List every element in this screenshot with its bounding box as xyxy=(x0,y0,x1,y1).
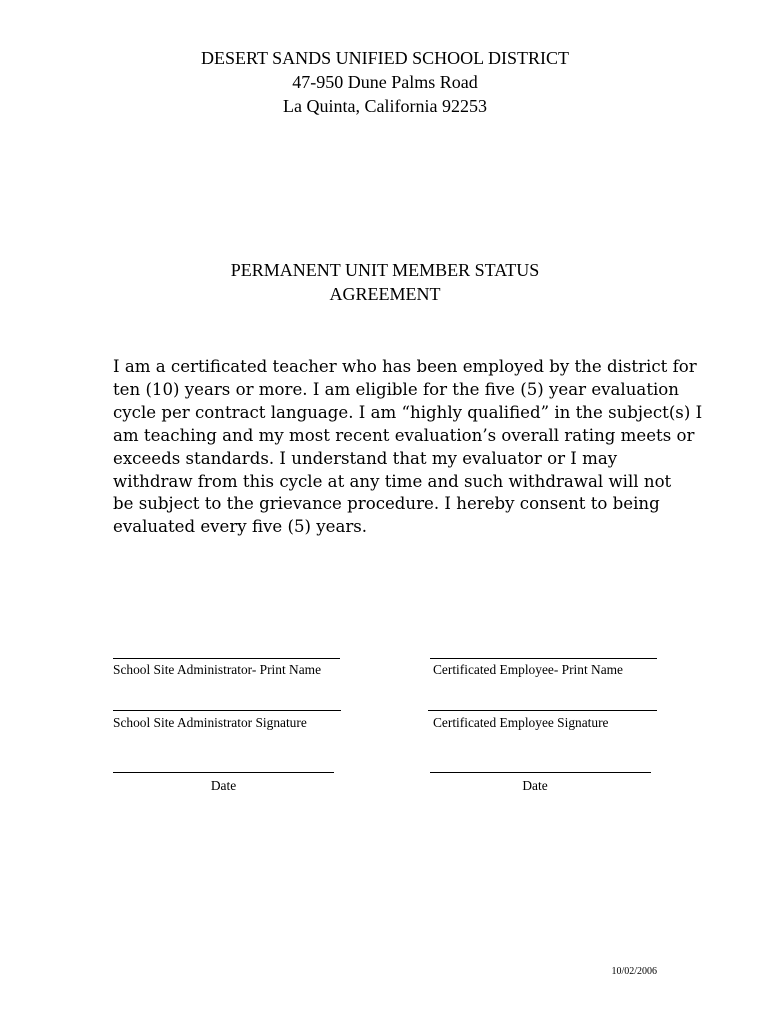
admin-signature-label: School Site Administrator Signature xyxy=(113,715,307,730)
employee-print-name-line[interactable] xyxy=(430,658,657,659)
admin-date-line[interactable] xyxy=(113,772,334,773)
agreement-line: be subject to the grievance procedure. I hereby consent to being xyxy=(113,494,660,514)
agreement-line: am teaching and my most recent evaluation’s overall rating meets or xyxy=(113,425,695,445)
form-revision-date: 10/02/2006 xyxy=(611,966,657,977)
admin-print-name-line[interactable] xyxy=(113,658,340,659)
employee-signature-line[interactable] xyxy=(428,710,657,711)
agreement-line: withdraw from this cycle at any time and such withdrawal will not xyxy=(113,471,672,491)
admin-signature-line[interactable] xyxy=(113,710,341,711)
employee-signature-label: Certificated Employee Signature xyxy=(433,715,609,730)
employee-date-line[interactable] xyxy=(430,772,651,773)
employee-date-label: Date xyxy=(522,778,548,793)
employee-print-name-label: Certificated Employee- Print Name xyxy=(433,662,624,677)
agreement-line: evaluated every five (5) years. xyxy=(113,517,368,537)
title-line-2: AGREEMENT xyxy=(329,284,441,304)
agreement-line: exceeds standards. I understand that my evaluator or I may xyxy=(113,448,618,468)
district-address-city: La Quinta, California 92253 xyxy=(283,96,487,116)
document-title xyxy=(0,258,770,306)
agreement-line: ten (10) years or more. I am eligible for the five (5) year evaluation xyxy=(113,379,679,399)
admin-print-name-label: School Site Administrator- Print Name xyxy=(113,662,322,677)
district-header xyxy=(0,46,770,118)
district-name: DESERT SANDS UNIFIED SCHOOL DISTRICT xyxy=(201,48,569,68)
district-address-street: 47-950 Dune Palms Road xyxy=(292,72,478,92)
title-line-1: PERMANENT UNIT MEMBER STATUS xyxy=(230,260,540,280)
agreement-paragraph xyxy=(113,356,703,539)
admin-date-label: Date xyxy=(210,778,237,793)
agreement-line: I am a certificated teacher who has been employed by the district for xyxy=(113,357,697,376)
agreement-line: cycle per contract language. I am “highly qualified” in the subject(s) I xyxy=(113,402,703,422)
